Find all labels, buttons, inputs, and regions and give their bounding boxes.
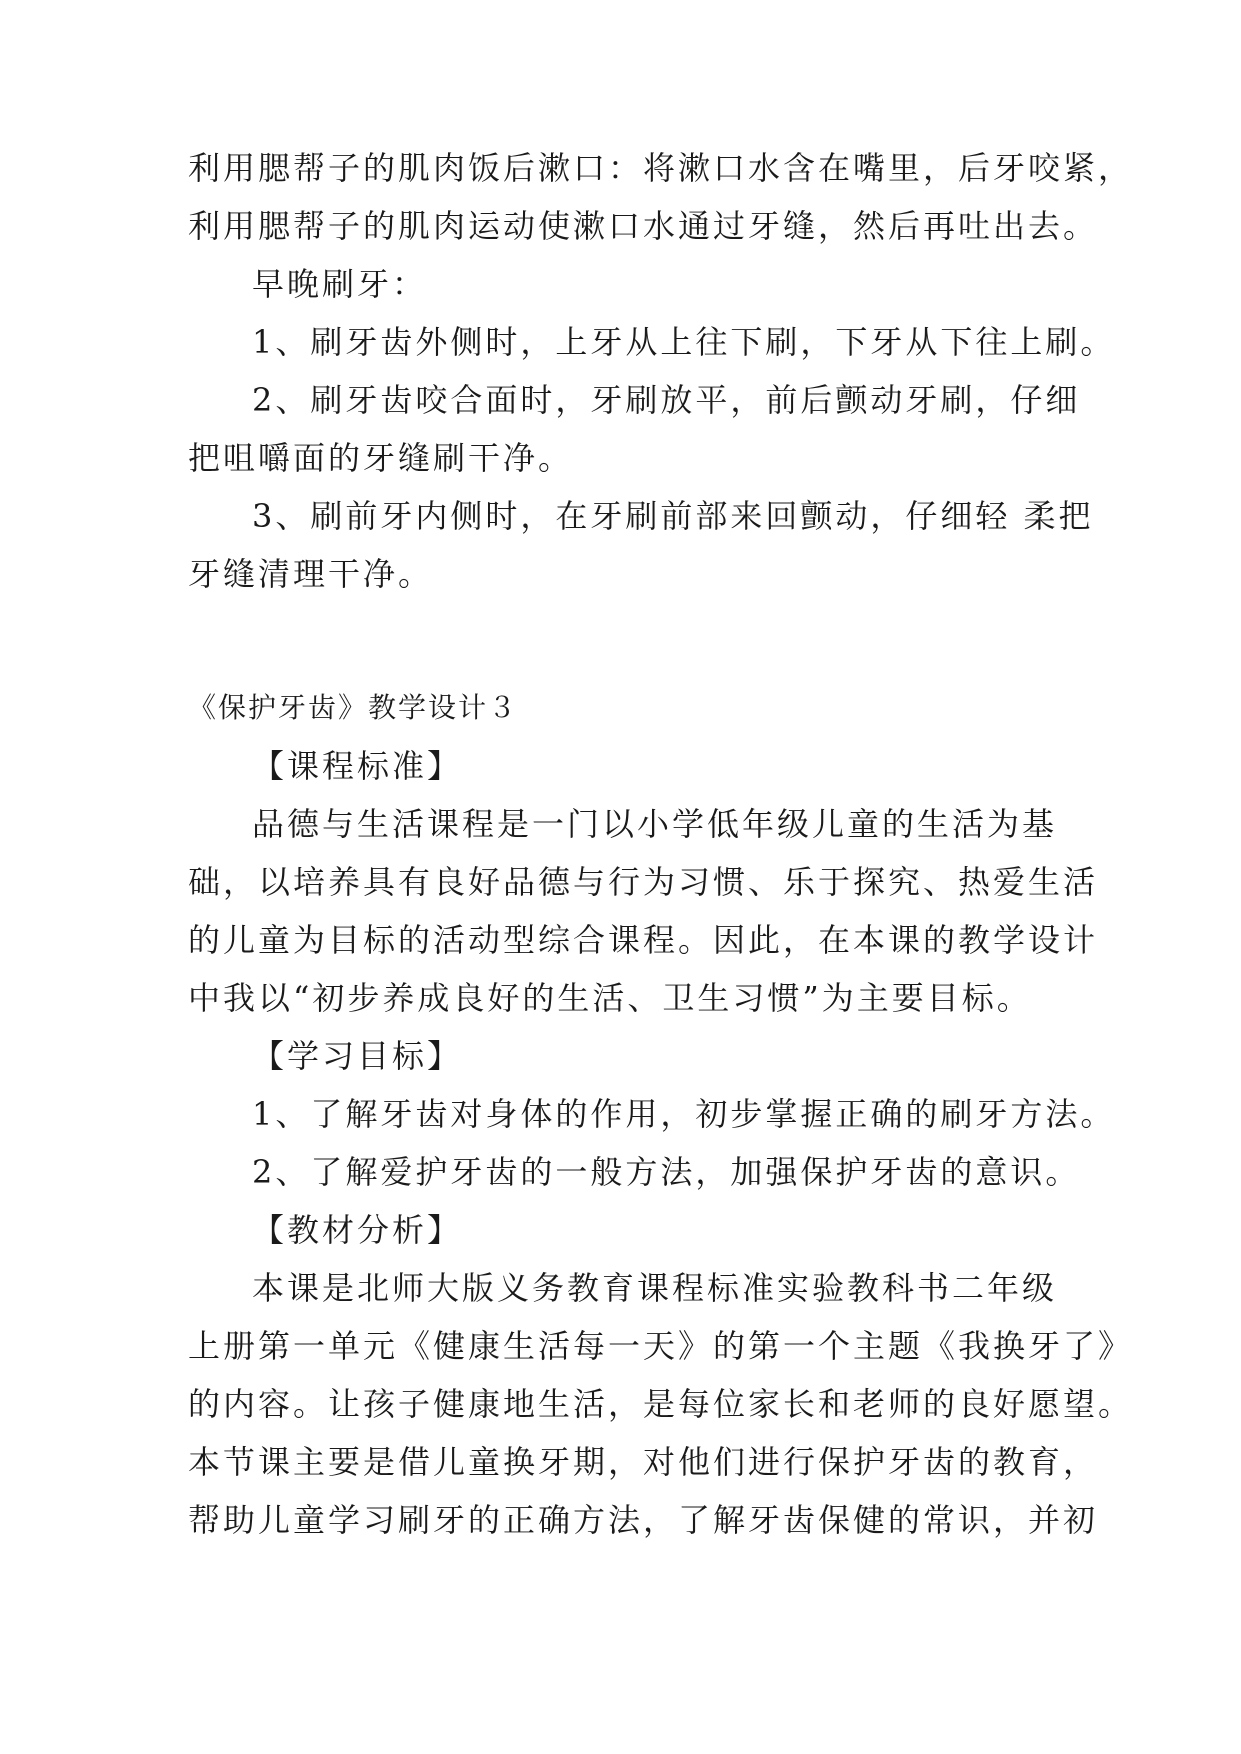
list-item: 1、了解牙齿对身体的作用，初步掌握正确的刷牙方法。 (252, 1095, 1116, 1133)
paragraph-line: 上册第一单元《健康生活每一天》的第一个主题《我换牙了》 (188, 1327, 1134, 1365)
section-heading: 【课程标准】 (252, 747, 463, 785)
paragraph-line: 的内容。让孩子健康地生活，是每位家长和老师的良好愿望。 (188, 1385, 1134, 1423)
list-item: 2、刷牙齿咬合面时，牙刷放平，前后颤动牙刷，仔细 (252, 381, 1081, 419)
paragraph-line: 利用腮帮子的肌肉饭后漱口：将漱口水含在嘴里，后牙咬紧， (188, 149, 1134, 187)
paragraph-line: 牙缝清理干净。 (188, 555, 434, 593)
subheading: 早晚刷牙： (252, 265, 428, 303)
section-heading: 【教材分析】 (252, 1211, 463, 1249)
paragraph-line: 中我以“初步养成良好的生活、卫生习惯”为主要目标。 (188, 979, 1032, 1017)
paragraph-line: 本节课主要是借儿童换牙期，对他们进行保护牙齿的教育， (188, 1443, 1099, 1481)
paragraph-line: 本课是北师大版义务教育课程标准实验教科书二年级 (252, 1269, 1058, 1307)
section-heading: 【学习目标】 (252, 1037, 463, 1075)
paragraph-line: 把咀嚼面的牙缝刷干净。 (188, 439, 574, 477)
paragraph-line: 品德与生活课程是一门以小学低年级儿童的生活为基 (252, 805, 1058, 843)
paragraph-line: 帮助儿童学习刷牙的正确方法，了解牙齿保健的常识，并初 (188, 1501, 1099, 1539)
section-title: 《保护牙齿》教学设计３ (188, 691, 519, 724)
paragraph-line: 的儿童为目标的活动型综合课程。因此，在本课的教学设计 (188, 921, 1099, 959)
paragraph-line: 础，以培养具有良好品德与行为习惯、乐于探究、热爱生活 (188, 863, 1099, 901)
list-item: 2、了解爱护牙齿的一般方法，加强保护牙齿的意识。 (252, 1153, 1081, 1191)
paragraph-line: 利用腮帮子的肌肉运动使漱口水通过牙缝，然后再吐出去。 (188, 207, 1099, 245)
list-item: 3、刷前牙内侧时，在牙刷前部来回颤动，仔细轻 柔把 (252, 497, 1094, 535)
list-item: 1、刷牙齿外侧时，上牙从上往下刷，下牙从下往上刷。 (252, 323, 1116, 361)
